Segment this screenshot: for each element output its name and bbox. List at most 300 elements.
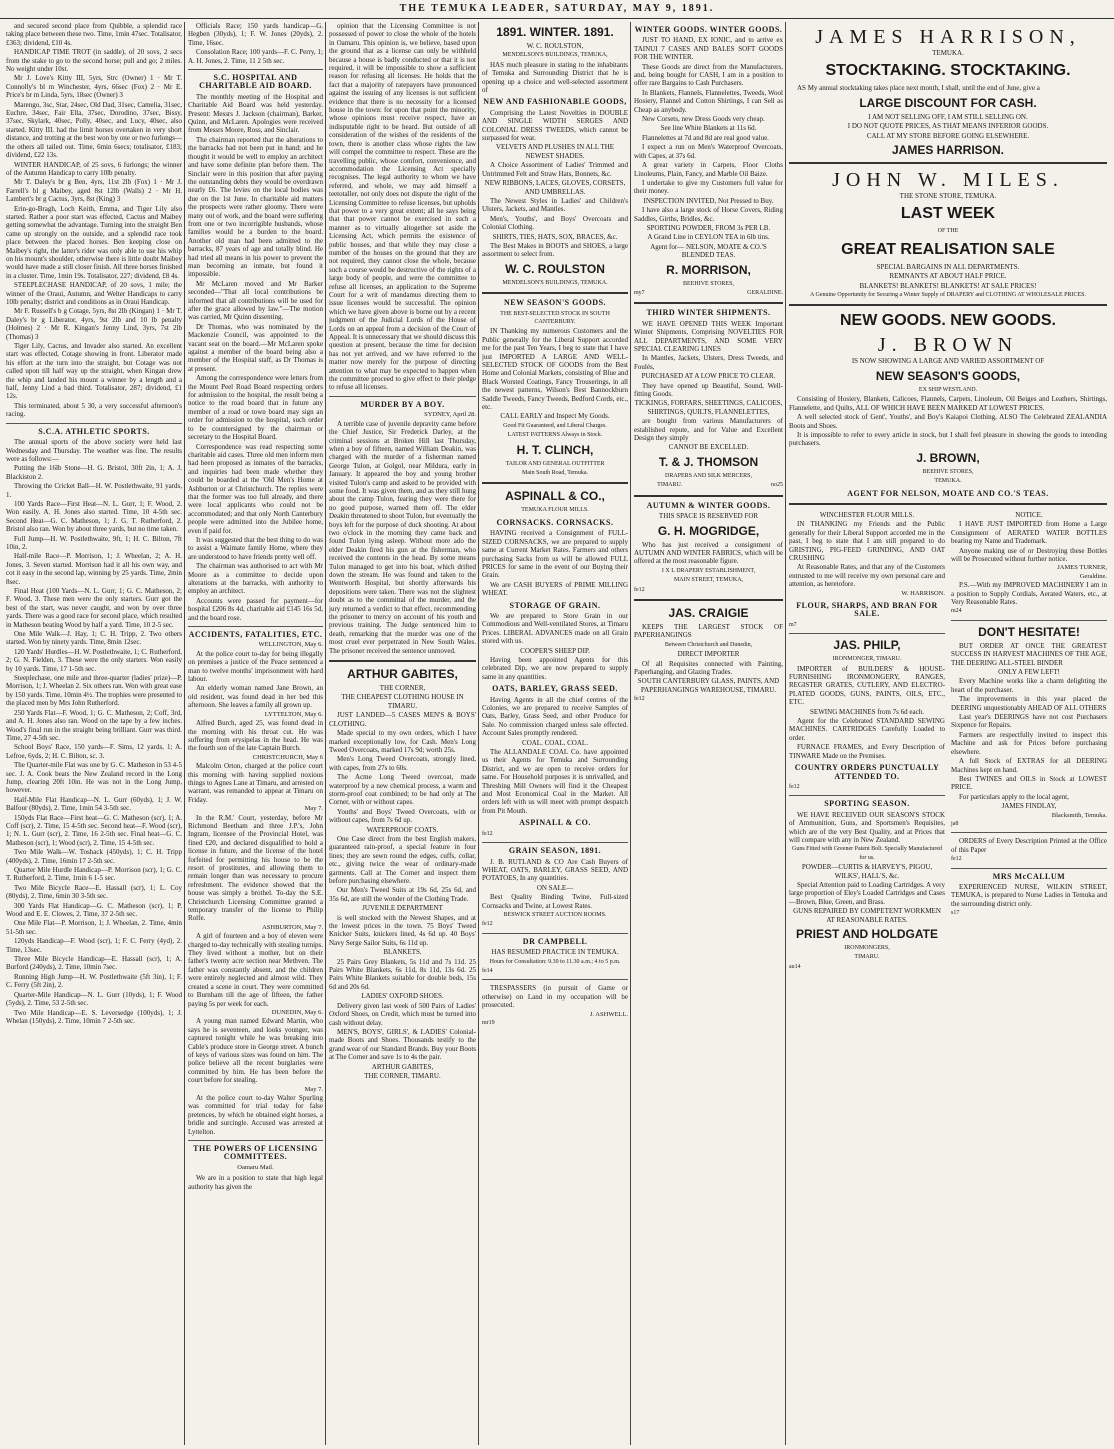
advert-subhead: FLOUR, SHARPS, AND BRAN FOR SALE. — [796, 601, 938, 619]
advert-subhead: BEEHIVE STORES, — [683, 280, 734, 287]
advert-text: Men's, Youths', and Boys' Overcoats and Colonial Clothing. — [482, 214, 628, 232]
advert-text: See line White Blankets at 11s 6d. — [660, 124, 757, 133]
advert-subhead: CALL EARLY and Inspect My Goods. — [500, 412, 610, 421]
column-5 — [634, 22, 783, 1445]
divider — [789, 633, 945, 634]
advert-text: POWDER—CURTIS & HARVEY'S, PIGOU, WILKS', HALL'S, &c. — [801, 863, 933, 880]
article-paragraph: A girl of fourteen and a boy of eleven were charged to-day technically with stealing turnips. They lived without a mother, but on their father's twenty acre section near Methven. The father was constantly absent, and the children were entirely neglected and almost wild. They created a scene in court. They were committed to Burnham till the age of fifteen, the father paying 5s per week for each. — [188, 932, 323, 1008]
column-rule — [785, 22, 786, 1445]
advert-subhead: WATERPROOF COATS. — [366, 825, 439, 834]
article-paragraph: 150yds Flat Race—First heat—G. C. Matheson (scr), 1; A. Coff (scr), 2. Time, 15 4-5th sec. Second heat—F. Wood (scr), 1; N. L. Gurr (scr), 2. Time, 16 2-5th sec. Final heat—G. C. Matheson (scr), 1; Wood (scr), 2. Time, 15 4-5th sec. — [6, 813, 182, 847]
advert-signature: JAMES TURNER, — [1057, 564, 1107, 572]
advert-text: JUST TO HAND, EX IONIC, and to arrive ex TAINUI 7 CASES AND BALES SOFT GOODS FOR THE WINTER. — [634, 36, 783, 62]
advert-headline: WINTER GOODS. WINTER GOODS. — [634, 25, 783, 34]
advert-text: Of all Requisites connected with Painting, Paperhanging, and Glazing Trades. — [634, 659, 783, 676]
article-paragraph: It was suggested that the best thing to do was to assist a Waimate family Home, where they are understood to have friends pretty well off. — [188, 535, 323, 561]
advert-text: 25 Pairs Grey Blankets, 5s 11d and 7s 11d. 25 Pairs White Blankets, 6s 11d, 8s 11d, 13s 6d. 25 Pairs White Blankets suitable for double beds, 15s 6d and 20s 6d. — [329, 957, 476, 991]
advert-text: TRESPASSERS (in pursuit of Game or otherwise) on Land in my occupation will be prosecuted. — [482, 984, 628, 1010]
advert-subhead: CANNOT BE EXCELLED. — [668, 443, 749, 452]
article-paragraph: 300 Yards Flat Handicap—G. C. Matheson (scr), 1; P. Wood and E. E. Clowes, 2. Time, 37 2-5th sec. — [6, 901, 182, 919]
race-entries: Mr J. Love's Kitty III, 5yrs, Strc (Owner) 1 · Mr T. Connolly's bl m Winchester, 4yrs, 66sec (Fox) 2 · Mr E. Price's br m Linda, 5yrs, 18sec (Owner) 3 — [6, 74, 182, 100]
advert-subhead: GREAT REALISATION SALE — [841, 240, 1055, 258]
advert-text: Made special to my own orders, which I have marked exceptionally low, for Cash. Men's Long Tweed Overcoats, marked 17s 9d; worth 25s. — [329, 729, 476, 754]
advert-text: WE HAVE RECEIVED OUR SEASON'S STOCK of Ammunition, Guns, and Sportsmen's Requisites, which are of the very Best Quality, and at Prices that will compare with any in New Zealand. — [789, 810, 945, 844]
advert-code: my7 — [634, 289, 645, 296]
advert-text: Delivery given last week of 500 Pairs of Ladies' Oxford Shoes, on Credit, which must be turned into cash without delay. — [329, 1001, 476, 1027]
advert-subhead: INSPECTION INVITED, Not Pressed to Buy. — [643, 196, 774, 205]
advert-headline: NEW SEASON'S GOODS. — [503, 298, 607, 308]
divider — [482, 482, 628, 484]
divider — [789, 162, 1107, 164]
advert-subhead: OATS, BARLEY, GRASS SEED. — [492, 684, 618, 694]
advert-signature: T. & J. THOMSON — [658, 454, 759, 469]
advert-text: A great variety in Carpets, Floor Cloths Linoleums, Plain, Fancy, and Marble Oil Baize. — [634, 161, 783, 178]
advert-signature: J. BROWN, — [916, 450, 980, 465]
article-paragraph: Running High Jump—H. W. Postlethwaite (5ft 3in), 1; F. C. Ferry (5ft 2in), 2. — [6, 972, 182, 990]
advert-headline: THIRD WINTER SHIPMENTS. — [646, 308, 771, 318]
article-paragraph: Two Mile Walk—W. Toshack (450yds), 1; C. H. Tripp (400yds), 2. Time, 16min 17 2-5th sec. — [6, 848, 182, 865]
advert-text: These Goods are direct from the Manufacturers, and, being bought for CASH, I am in a position to offer rare Bargains to Cash Purchasers. — [634, 62, 783, 88]
advert-subhead: STOCKTAKING. STOCKTAKING. — [825, 62, 1071, 80]
advert-block — [789, 510, 945, 971]
advert-text: I HAVE JUST IMPORTED from Home a Large Consignment of AERATED WATER BOTTLES bearing my Name and Trademark. — [951, 520, 1107, 546]
column-3 — [329, 22, 476, 1445]
advert-signature: W. HARRISON. — [901, 589, 945, 597]
advert-headline: DON'T HESITATE! — [978, 624, 1080, 639]
advert-text: ORDERS of Every Description Printed at the Office of this Paper — [951, 837, 1107, 854]
article-paragraph: School Boys' Race, 150 yards—F. Sims, 12 yards, 1; A. Lefroe, 6yds, 2; H. C. Bilton, sc. 3. — [6, 743, 182, 760]
advert-text: Best Quality Binding Twine, Full-sized Cornsacks and Twine, at Lowest Rates. — [482, 893, 628, 910]
advert-text: EXPERIENCED NURSE, WILKIN STREET, TEMUKA, is prepared to Nurse Ladies in Temuka and the surrounding district only. — [951, 882, 1107, 908]
advert-headline: WINCHESTER FLOUR MILLS. — [819, 510, 915, 519]
advert-address: MAIN STREET, TEMUKA, — [673, 577, 744, 584]
article-headline: S.C. HOSPITAL AND CHARITABLE AID BOARD. — [199, 73, 312, 91]
article-paragraph: One Mile Walk—J. Hay, 1; C. H. Tripp, 2. Two others started. Won by ninety yards. Time, 8min 12sec. — [6, 630, 182, 647]
advert-subhead: LADIES' OXFORD SHOES. — [361, 992, 444, 1001]
advert-headline: 1891. WINTER. 1891. — [496, 25, 614, 39]
divider — [634, 495, 783, 497]
article-headline: THE POWERS OF LICENSING COMMITTEES. — [193, 1144, 318, 1162]
advert-text: Last year's DEERINGS have not cost Purchasers Sixpence for Repairs. — [951, 713, 1107, 730]
advert-text: The Best Makes in BOOTS and SHOES, a large assortment to select from. — [482, 241, 628, 259]
column-rule — [478, 22, 479, 1445]
advert-address: TEMUKA. — [932, 49, 964, 57]
advert-text: It is impossible to refer to every article in stock, but I shall feel pleasure in showing the goods to intending purchasers. — [789, 430, 1107, 448]
article-paragraph: Putting the 16lb Stone—H. G. Bristol, 30ft 2in, 1; A. J. Blackiston 2. — [6, 464, 182, 481]
advert-subhead: LAST WEEK — [900, 205, 996, 223]
article-paragraph: Steeplechase, one mile and three-quarter (ladies' prize)—P. Morrison, 1; J. Wheelan 2. Six others ran. Won with great ease by 150 yards. Time, 10min 4½. The trophies were presented to the placed men by Mrs John Rutherford. — [6, 674, 182, 708]
article-paragraph: Correspondence was read respecting some charitable aid cases. Three old men inform men had been proposed as inmates of the barracks, and inquiries had been made whether they could be boarded at the 'Old Men's Home at Ashburton or at Christchurch. The replies were that the former was too full already, and there were local applicants who could not be accommodated; and that only North Canterbury people were admitted into the Jubilee home, even if paid for. — [188, 442, 323, 535]
article-paragraph: Marengo, 3sc, Star, 24sec, Old Dad, 31sec, Camelia, 31sec, Euchre, 34sec, Fair Ella, 37sec, Dorodino, 37sec, Bissy, 37sec, Skylark, 40sec, Polly, 40sec, and Lucy, 40sec, also started. Kitty III. had the limit horses overtaken in very short distance, and trotting at the best won by one or two furlongs—the others all tailed out. Time, 6min 6secs; totalisator, £183; dividend, £22 13s. — [6, 100, 182, 160]
advert-text: REMNANTS AT ABOUT HALF PRICE. — [889, 272, 1007, 281]
advert-text: MEN'S, BOYS', GIRLS', & LADIES' Colonial-made Boots and Shoes. Thousands testify to the grand wear of our Standard Brands. Buy your Boots at The Corner and save 1s to 4s the pair. — [329, 1027, 476, 1062]
advert-text: I AM NOT SELLING OFF, I AM STILL SELLING ON. — [868, 112, 1028, 121]
article-paragraph: At the police court to-day Walter Spurling was committed for trial today for false pretences, by which he obtained eight horses, a bridle and surcingle. Accused was arrested at Lyttelton. — [188, 1093, 323, 1136]
advert-text: SPORTING POWDER, FROM 3s PER LB. — [646, 223, 771, 232]
advert-text: I DO NOT QUOTE PRICES, AS THAT MEANS INFERIOR GOODS. — [847, 122, 1049, 131]
advert-code: m7 — [789, 621, 797, 628]
advert-text: HAVING received a Consignment of FULL-SIZED CORNSACKS, we are prepared to supply same at Current Market Rates. Farmers and others purchasing Sacks from us will be allowed FULL PRICES for same in the event of our Buying their Grain. — [482, 529, 628, 580]
advert-code: s17 — [951, 910, 960, 917]
divider — [789, 304, 1107, 306]
article-paragraph: The chairman reported that the alterations to the barracks had not been put in hand; and he thought it would be well to employ an architect and have some definite plan before them. The Sinclair were in this position that after paying the outstanding debts they would be overdrawn nearly £6. The levies on the local bodies was due on the 1st June. In charitable aid matters the prospects were rather gloomy. There were many out of work, and the board were suffering from one or two incorrigible husbands, whose families would be a burden to the board. Another old man had been admitted to the barracks, 87 years of age and totally blind. He had tried all means in his power to prevent the man becoming an inmate, but found it impossible. — [188, 135, 323, 279]
advert-text: Guns Fitted with Greener Patent Bolt. Specially Manufactured for us. — [792, 846, 942, 861]
divider — [188, 69, 323, 70]
advert-text: is well stocked with the Newest Shapes, and at the lowest prices in the town. 75 Boys' Tweed Knicker Suits, knickers lined, 4s 6d up. 40 Boys' Navy Serge Sailor Suits, 6s 11d up. — [329, 913, 476, 947]
advert-text: In Blankets, Flannels, Flannelettes, Tweeds, Wool Hosiery, Flannel and Cotton Shirtings, I can Sell as Cheap as anybody. — [634, 88, 783, 114]
divider — [634, 599, 783, 601]
advert-headline: NEW GOODS. NEW GOODS. — [839, 312, 1056, 330]
advert-code: fe12 — [482, 830, 493, 837]
column-1 — [6, 22, 182, 1445]
advert-signature: JAMES HARRISON. — [891, 143, 1004, 158]
article-paragraph: 250 Yards Flat—F. Wood, 1; G. C. Matheson, 2; Coff, 3rd, and A. H. Jones also ran. Wood on the tape by a few inches. Wood's final run in the straight being brilliant. Gurr was third. Time, 27 4-5th sec. — [6, 708, 182, 742]
advert-text: WE HAVE OPENED THIS WEEK Important Winter Shipments, Comprising NOVELTIES FOR ALL DEPARTMENTS, AND SOME VERY SPECIAL CLEARING LINES — [634, 319, 783, 353]
article-paragraph: Half-mile Race—P. Morrison, 1; J. Wheelan, 2; A. H. Jones, 3. Seven started. Morrison had it all his own way, and cot it easy in the second lap, winning by 25 yards. Time, 2min 8sec. — [6, 552, 182, 586]
advert-subhead: TEMUKA FLOUR MILLS. — [521, 507, 589, 514]
advert-text: Special Attention paid to Loading Cartridges. A very large proportion of Eley's Loaded Cartridges and Cases—Brown, Blue, Green, and Brass. — [789, 880, 945, 906]
advert-signature: ARTHUR GABITES, — [371, 1062, 434, 1071]
advert-headline: DR CAMPBELL — [522, 936, 588, 946]
article-paragraph: Consolation Race; 100 yards—F. C. Perry, 1; A. H. Jones, 2. Time, 11 2 5th sec. — [188, 48, 323, 65]
advert-headline: ARTHUR GABITES, — [347, 667, 458, 682]
advert-row — [789, 510, 1107, 971]
advert-code: m24 — [951, 608, 962, 615]
advert-subhead: ON SALE— — [536, 883, 574, 892]
advert-code: fe12 — [951, 856, 962, 863]
advert-signature: W. C. ROULSTON — [505, 261, 605, 276]
article-paragraph: Mr McLaren moved and Mr Barker seconded—"That all local contributions be informed that all contributions will be used for after the grace allowed by law."—The motion was carried, Mr Quinn dissenting. — [188, 279, 323, 322]
advert-code: no25 — [771, 482, 783, 489]
dateline: May 7. — [304, 805, 323, 813]
advert-text: At Reasonable Rates, and that any of the Customers entrusted to me will receive my own personal care and attention, as heretofore. — [789, 563, 945, 589]
advert-text: A Grand Line in CEYLON TEA in 6lb tins. — [647, 233, 770, 242]
advert-headline: NOTICE. — [1015, 510, 1043, 519]
divider — [951, 620, 1107, 621]
advert-text: Between Christchurch and Dunedin, — [664, 641, 753, 648]
article-paragraph: The annual sports of the above society were held last Wednesday and Thursday. The weather was fine. The results were as follows:— — [6, 438, 182, 463]
article-paragraph: An elderly woman named Jane Brown, an old resident, was found dead in her bed this afternoon. She leaves a family all grown up. — [188, 684, 323, 710]
article-paragraph: The monthly meeting of the Hospital and Charitable Aid Board was held yesterday. Present: Messrs J. Jackson (chairman), Barker, Quinn, and McLaren. Apologies were received from Messrs Moore, Ross, and Sinclair. — [188, 92, 323, 135]
article-paragraph: 100 Yards Race—First Heat—N. L. Gurr, 1; F. Wood, 2. Won easily. A. H. Jones also started. Time, 10 4-5th sec. Second Heat—G. C. Matheson, 1; J. G. T. Rutherford, 2. Bristol also ran. Won by about three yards, but no time taken. — [6, 499, 182, 534]
advert-text: In Mantles, Jackets, Ulsters, Dress Tweeds, and Foulés, — [634, 354, 783, 371]
article-paragraph: Erin-go-Bragh, Loch Keith, Emma, and Tiger Lily also started. Rather a poor start was effected, Cactus and Maibey getting somewhat the advantage. Turning into the straight Ben came up strongly on the outside, and a splendid race took place between the placed horses. Ben keeping close on Maibey's right, the latter's rider was only able to use his whip on his mount's shoulder, otherwise there is little doubt Maibey would have made a still closer finish. All three horses finished in a cluster. Time, 1min 19s. Totalisator, 227; dividend, £8 4s. — [6, 204, 182, 280]
advert-text: Flannelettes at 7d and 8d are real good value. — [642, 133, 769, 142]
article-paragraph: The chairman was authorised to act with Mr Moore as a committee to decide upon alterations at the barracks, with authority to employ an architect. — [188, 562, 323, 596]
advert-subhead: THE BEST-SELECTED STOCK IN SOUTH CANTERBURY. — [500, 310, 610, 325]
article-paragraph: 120yds Handicap—F. Wood (scr), 1; F. C. Ferry (4yd), 2. Time, 13sec. — [6, 937, 182, 954]
advert-text: P.S.—With my IMPROVED MACHINERY I am in a position to Supply Cordials, Aerated Waters, etc., at Very Reasonable Rates. — [951, 581, 1107, 606]
dateline: ASHBURTON, May 7. — [262, 923, 323, 931]
advert-code: fe12 — [634, 586, 645, 593]
advert-text: JUST LANDED—5 CASES MEN'S & BOYS' CLOTHING. — [329, 711, 476, 728]
advert-headline: JAS. CRAIGIE — [668, 605, 749, 620]
article-paragraph: Tiger Lily, Cactus, and Invader also started. An excellent start was effected, Cotage showing in front. Liberator made his effort at the turn into the straight, but Cotage was not called upon till half way up the straight, when Kingan drew the whip and landed his mount a winner by a length and a half, Jenny Lind a bad third. Totalisator, 287; dividend, £1 12s. — [6, 342, 182, 401]
advert-address: Blacksmith, Temuka. — [1051, 811, 1107, 819]
advert-subhead: COOPER'S SHEEP DIP. — [520, 646, 590, 655]
advert-subhead: ONLY A FEW LEFT! — [998, 668, 1060, 677]
article-paragraph: Half-Mile Flat Handicap—N. L. Gurr (60yds), 1; J. W. Balfour (80yds), 2. Time, 1min 54 3-5th sec. — [6, 795, 182, 813]
advert-subhead: DIRECT IMPORTER — [677, 650, 740, 659]
article-headline: MURDER BY A BOY. — [360, 399, 445, 409]
advert-code: fe14 — [482, 967, 493, 974]
advert-text: FURNACE FRAMES, and Every Description of TINWARE Made on the Premises. — [789, 743, 945, 760]
dateline: May 7. — [304, 1085, 323, 1093]
divider — [482, 933, 628, 934]
advert-headline: JAMES HARRISON, — [815, 26, 1081, 48]
article-paragraph: Dr Thomas, who was nominated by the Mackenzie Council, was appointed to the vacant seat on the board.—Mr McLaren spoke against a member of the board being also a member of the Hospital staff, as Dr Thomas is at present. — [188, 322, 323, 373]
advert-address: TIMARU. — [854, 954, 880, 961]
advert-subhead: STORAGE OF GRAIN. — [509, 600, 601, 610]
advert-subhead: THE CORNER, — [379, 684, 426, 693]
advert-text: SEWING MACHINES from 7s 6d each. — [810, 707, 924, 716]
divider — [482, 842, 628, 843]
article-headline: ACCIDENTS, FATALITIES, ETC. — [188, 630, 323, 640]
advert-text: BUT ORDER AT ONCE THE GREATEST SUCCESS IN HARVEST MACHINES OF THE AGE, THE DEERING ALL-STEEL BINDER — [951, 641, 1107, 667]
advert-signature: PRIEST AND HOLDGATE — [795, 927, 938, 941]
advert-block — [951, 510, 1107, 971]
divider — [951, 832, 1107, 833]
advert-text: One Case direct from the best English makers, guaranteed rain-proof, a special feature in four lines; they are sewn round the edges, cuffs, collar, etc., giving twice the wear of ordinary-made garments. Call at The Corner and inspect them before purchasing elsewhere. — [329, 834, 476, 885]
column-4 — [482, 22, 628, 1445]
advert-subhead: BEEHIVE STORES, — [922, 468, 974, 475]
advert-text: Agent for the Celebrated STANDARD SEWING MACHINES. CARTRIDGES Carefully Loaded to order. — [789, 717, 945, 742]
advert-text: Consisting of Hosiery, Blankets, Calicoes, Flannels, Carpets, Linoleum, Oil Beiges and Leathers, Shirtings, Flannelette, and Quilts, ALL OF WHICH HAVE BEEN MARKED AT LOWEST PRICES. — [789, 395, 1107, 412]
advert-text: The ALLANDALE COAL Co. have appointed us their Agents for Temuka and Surrounding District, and we are open to receive orders for same. For Household purposes it is unrivalled, and Threshing Mill Owners will find it the Cheapest and Most Economical Coal in the Market. All orders left with us will meet with prompt despatch from Pit Mouth. — [482, 748, 628, 815]
advert-address: Geraldine. — [1079, 572, 1107, 580]
advert-text: SPECIAL BARGAINS IN ALL DEPARTMENTS. — [876, 262, 1020, 271]
advert-code: mr19 — [482, 1020, 495, 1026]
advert-text: Who has just received a consignment of AUTUMN AND WINTER FABRICS, which will be offered at the most reasonable figure. — [634, 540, 783, 566]
article-paragraph: Full Jump—H. W. Postlethwaite, 9ft, 1; H. C. Bilton, 7ft 10in, 2. — [6, 534, 182, 551]
dateline: CHRISTCHURCH, May 6 — [252, 753, 323, 761]
advert-headline: ASPINALL & CO., — [505, 489, 605, 504]
article-paragraph: At the police court to-day for being illegally on premises a justice of the Peace sentenced a man to twelve months' imprisonment with hard labour. — [188, 649, 323, 684]
advert-subhead: AGENT FOR NELSON, MOATE AND CO.'S TEAS. — [847, 488, 1049, 498]
advert-text: THIS SPACE IS RESERVED FOR — [658, 512, 759, 521]
advert-text: The improvements in this year placed the DEERING unquestionably AHEAD OF ALL OTHERS — [951, 695, 1107, 712]
advert-text: CALL AT MY STORE BEFORE GOING ELSEWHERE. — [866, 131, 1030, 140]
advert-subhead: TAILOR AND GENERAL OUTFITTER — [505, 460, 605, 467]
advert-subhead: SHIRTS, TIES, HATS, SOX, BRACES, &c. — [492, 232, 618, 241]
advert-code: fe12 — [482, 921, 493, 928]
advert-text: IMPORTER of BUILDERS' & HOUSE-FURNISHING IRONMONGERY, RANGES, REGISTER GRATES, CUTLERY, AND ELECTRO-PLATED GOODS, GUNS, PAINTS, OILS, ETC., ETC. — [789, 664, 945, 707]
advert-text: Anyone making use of or Destroying these Bottles will be Prosecuted without further notice. — [951, 546, 1107, 563]
advert-signature: JAMES FINDLAY, — [1001, 802, 1057, 811]
advert-headline: JOHN W. MILES. — [832, 169, 1064, 192]
article-paragraph: In the R.M.' Court, yesterday, before Mr Richmond Beetham and three J.P.'s, John Ingram, licensee of the Provincial Hotel, was fined £20, and declared disqualified to hold a license in future, and the license of the hotel forfeited for permitting his house to be the resort of prostitutes, and allowing them to remain longer than was necessary to procure refreshment. The evidence showed that the house was simply a brothel. To-day the S.E. Christchurch Licensing Committee granted a temporary transfer of the license to Philip Rolfe. — [188, 813, 323, 923]
advert-subhead: DRAPERS AND SILK MERCERS, — [664, 472, 753, 479]
race-entries: Mr F. Russell's b g Cotage, 5yrs, 8st 2lb (Kingan) 1 · Mr T. Daley's br g Liberator, 4yrs, 9st 2lb and 10 lb penalty (Holmes) 2 · Mr R. Kingan's Jenny Lind, 3yrs, 7st 2lb (Thomas) 3 — [6, 307, 182, 341]
advert-subhead: W. C. ROULSTON, — [526, 42, 584, 50]
advert-subhead: COAL. COAL. COAL. — [522, 738, 588, 747]
advert-text: J. B. RUTLAND & CO Are Cash Buyers of WHEAT, OATS, BARLEY, GRASS SEED, AND POTATOES, In any quantities. — [482, 857, 628, 883]
advert-subhead: TICKINGS, FORFARS, SHEETINGS, CALICOES, SHIRTINGS, QUILTS, FLANNELETTES, — [634, 399, 783, 416]
divider — [482, 979, 628, 980]
advert-address: BESWICK STREET AUCTION ROOMS. — [503, 911, 607, 918]
advert-text: IN THANKING my Friends and the Public generally for their Liberal Support accorded me in the past, I beg to state that I am still prepared to do GRISTING, PIG-FEED GRINDING, AND OAT CRUSHING — [789, 520, 945, 562]
advert-text: I expect a run on Men's Waterproof Overcoats, with Capes, at 37s 6d. — [634, 143, 783, 160]
advert-subhead: THE STONE STORE, TEMUKA. — [899, 192, 997, 201]
advert-text: are bought from various Manufacturers of established repute, and for Value and Excellent Design they simply — [634, 417, 783, 443]
advert-address: MENDELSON'S BUILDINGS, TEMUKA, — [502, 52, 608, 59]
article-source: Oamaru Mail. — [237, 1163, 274, 1171]
article-paragraph: Alfred Burch, aged 25, was found dead in the morning with his throat cut. He was suffering from erysipelas in the head. He was the fourth son of the late Captain Burch. — [188, 719, 323, 753]
advert-subhead: COUNTRY ORDERS PUNCTUALLY ATTENDED TO. — [794, 763, 940, 781]
article-paragraph: A terrible case of juvenile depravity came before the Chief Justice, Sir Frederick Darley, at the criminal sessions at Broken Hill last Thursday, when a boy of fifteen, named William Deakin, was charged with the murder of a fisherman named George Tulon, at Golgol, near Mildura, early in January. It appeared the boy and young brother visited Tulon's camp and asked to be provided with some food. It was given them, and as they still hung about the camp Tulon, fearing they were there for no good purpose, warned them off. The elder Deakin threatened to shoot Tulon, but eventually the boys left for the purpose of duck shooting. At about two o'clock in the morning they came back and found Tulon lying asleep. Without more ado the elder Deakin fired his gun at the fisherman, who received the contents in the head. By some means Tulon managed to get into his boat, which drifted down the stream. He was found and taken to the Wentworth Hospital, but shortly afterwards his depositions were taken. There was not the slightest doubt as to the committal of the murder, and the jury returned a verdict to that effect, recommending the prisoner to mercy on account of his youth and previous training. The Judge sentenced him to death, remarking that the murder was one of the most cruel ever perpetrated in New South Wales. The prisoner received the sentence unmoved. — [329, 419, 476, 655]
advert-text: EX SHIP WESTLAND. — [918, 386, 978, 393]
article-headline: S.C.A. ATHLETIC SPORTS. — [38, 426, 150, 436]
advert-text: I have also a large stock of Horse Covers, Riding Saddles, Girths, Bridles, &c. — [634, 206, 783, 223]
advert-code: au14 — [789, 963, 801, 970]
advert-text: Hours for Consultation: 9.30 to 11.30 a.m.; 4 to 5 p.m. — [489, 958, 621, 965]
race-entries: Mr T. Daley's br g Ben, 4yrs, 11st 2lb (Fox) 1 · Mr J. Farrell's bl g Maibey, aged 8st 12lb (Walls) 2 · Mr H. Lambert's br g Cactus, 3yrs, 8st (King) 3 — [6, 178, 182, 204]
advert-text: New Corsets, new Dress Goods very cheap. — [642, 115, 765, 124]
advert-text: KEEPS THE LARGEST STOCK OF PAPERHANGINGS — [634, 622, 783, 640]
article-paragraph: and secured second place from Quibble, a splendid race taking place between these two. Time, 1min 47sec. Totalisator, £363; dividend, £10 4s. — [6, 22, 182, 47]
article-paragraph: Officials Race; 150 yards handicap—G. Hegben (30yds), 1; F. W. Jones (20yds), 2. Time, 16sec. — [188, 22, 323, 47]
advert-text: We are CASH BUYERS of PRIME MILLING WHEAT. — [482, 580, 628, 598]
advert-text: Every Machine works like a charm delighting the heart of the purchaser. — [951, 677, 1107, 694]
advert-text: A full Stock of EXTRAS for all DEERING Machines kept on hand. — [951, 757, 1107, 774]
advert-subhead: IRONMONGERS, — [844, 945, 890, 951]
advert-text: Best TWINES and OILS in Stock at LOWEST PRICE. — [951, 774, 1107, 792]
masthead: THE TEMUKA LEADER, SATURDAY, MAY 9, 1891. — [0, 0, 1114, 19]
advert-subhead: SOUTH CANTERBURY GLASS, PAINTS, AND PAPERHANGINGS WAREHOUSE, TIMARU. — [637, 677, 780, 694]
advert-subhead: LARGE DISCOUNT FOR CASH. — [859, 95, 1037, 110]
advert-address: TEMUKA. — [934, 478, 962, 485]
advert-address: Main South Road, Temuka. — [522, 470, 588, 477]
advert-footer — [634, 481, 783, 489]
advert-signature: H. T. CLINCH, — [516, 442, 594, 457]
article-paragraph: We are in a position to state that high legal authority has given the — [188, 1174, 323, 1191]
advert-text: Youths' and Boys' Tweed Overcoats, with or without capes, from 7s 6d up. — [329, 807, 476, 825]
article-paragraph: A young man named Edward Martin, who says he is seventeen, and looks younger, was captured tonight while he was breaking into Cable's produce store in George street. A bunch of keys of various sizes was found on him. The police believe all the recent burglaries were committed by him. He has been before the court before for stealing. — [188, 1017, 323, 1085]
divider — [789, 795, 945, 796]
divider — [482, 292, 628, 294]
advert-text: AS My annual stocktaking takes place next month, I shall, until the end of June, give a — [797, 84, 1040, 93]
advert-headline: JAS. PHILP, — [833, 638, 901, 653]
advert-text: I undertake to give my Customers full value for their money. — [634, 178, 783, 196]
advert-headline: SPORTING SEASON. — [824, 799, 910, 809]
advert-text: We are prepared to Store Grain in our Commodious and Well-ventilated Stores, at Timaru Prices. LIBERAL ADVANCES made on all Grain stored with us. — [482, 611, 628, 646]
article-paragraph: This terminated, about 5 30, a very successful afternoon's racing. — [6, 401, 182, 419]
article-paragraph: opinion that the Licensing Committee is not possessed of power to close the whole of the hotels in Oamaru. This opinion is, we believe, based upon the ground that as a license can only be withheld because a house is badly conducted or that it is not required, it will be impossible to show a sufficient reason for refusing all licenses. He holds that the fact that a majority of ratepayers have pronounced against the issuing of any licenses is not sufficient evidence that there is no necessity for a licensed house in the town: for upon that point the minority, whose opinions must receive respect, have an indisputable right to be heard. But outside of all consideration of the wishes of the residents of the town, there is another class whose rights the law will compel the committee to respect. These are the travelling public, whose comfort, convenience, and accommodation the Licensing Act specially recognises. The legal authority to whom we have referred, and whole, we may add himself a teetotaller, not only does not dispute the right of the Licensing Committee to refuse licenses, but upholds that power to a very great extent; all he says being that that power cannot be exercised in such a manner as to virtually altogether set aside the Licensing Act, which permits the existence of public houses, and that while they may close a number of the houses on the ground that they are not required, they cannot close the whole, because such a course would be destructive of the rights of a large body of people, and were the committee to refuse all licenses, an application to the Supreme Court for a writ of mandamus directing them to issue licenses would be successful. The opinion which we have given above is borne out by a recent judgment of the Judicial Lords of the House of Lords on an appeal from a decision of the Court of Appeal. It is unnecessary that we should discuss this question at present, because the time for decision has not yet arrived, and we have referred to the matter now merely for the purpose of directing attention to what may be expected to happen when the committee proceed to give effect to their pledge to refuse all licenses. — [329, 22, 476, 392]
article-paragraph: STEEPLECHASE HANDICAP, of 20 sovs, 1 mile; the winner of the Oraui, Autumn, and Welter Handicaps to carry 10lb penalty; district and conditions as in Oraui Handicap. — [6, 281, 182, 306]
advert-text: A Choice Assortment of Ladies' Trimmed and Untrimmed Felt and Straw Hats, Bonnets, &c. — [482, 161, 628, 178]
divider — [789, 503, 1107, 505]
divider — [329, 396, 476, 397]
article-paragraph: Quarter Mile Hurdle Handicap—P. Morrison (scr), 1; G. C. T. Rutherford, 2. Time, 1min 6 1-5 sec. — [6, 866, 182, 883]
column-rule — [630, 22, 631, 1445]
column-2 — [188, 22, 323, 1445]
divider — [951, 868, 1107, 869]
divider — [329, 660, 476, 662]
article-paragraph: 120 Yards' Hurdles—H. W. Postlethwaite, 1; C. Rutherford, 2; G. N. Fielden, 3. These were the only starters. Won easily by 10 yards. Time, 17 1-5th sec. — [6, 647, 182, 673]
divider — [6, 423, 182, 424]
advert-signature: THE CORNER, TIMARU. — [364, 1071, 441, 1080]
advert-footer — [634, 289, 783, 297]
advert-subhead: GUNS REPAIRED BY COMPETENT WORKMEN AT REASONABLE RATES. — [793, 907, 941, 924]
advert-text: Having been appointed Agents for this celebrated Dip, we are now prepared to supply same in any quantities. — [482, 655, 628, 681]
advert-subhead: VELVETS AND PLUSHES IN ALL THE NEWEST SHADES. — [495, 143, 615, 160]
advert-text: Good Fit Guaranteed, and Liberal Charges. — [503, 422, 607, 429]
advert-address: TIMARU. — [657, 482, 683, 489]
advert-code: fe12 — [789, 783, 800, 790]
advert-text: Having Agents in all the chief centres of the Colonies, we are prepared to receive Samples of Oats, Barley, Grass Seed, and other Produce for Sale. No commission charged unless sale effected. Account Sales promptly rendered. — [482, 695, 628, 738]
article-paragraph: Malcolm Orton, charged at the police court this morning with having supplied noxious things to Agnes Lane at Timaru, and arrested on warrant, was remanded to appear at Timaru on Friday. — [188, 762, 323, 804]
advert-subhead: J. BROWN — [877, 334, 1019, 357]
advert-code: ja8 — [951, 820, 959, 827]
advert-subhead: BLANKETS. — [383, 948, 422, 957]
advert-text: A Genuine Opportunity for Securing a Winter Supply of DRAPERY and CLOTHING AT WHOLESALE PRICES. — [809, 292, 1087, 299]
article-paragraph: One Mile Flat—P. Morrison, 1; J. Wheelan, 2. Time, 4min 51-5th sec. — [6, 919, 182, 936]
advert-text: LATEST PATTERNS Always in Stock. — [507, 432, 603, 439]
advert-subhead: PURCHASED AT A LOW PRICE TO CLEAR. — [641, 372, 776, 381]
divider — [634, 302, 783, 304]
advert-headline: AUTUMN & WINTER GOODS. — [646, 500, 771, 510]
dateline: LYTTELTON, May 6. — [264, 710, 323, 718]
article-paragraph: Among the correspondence were letters from the Mount Peel Road Board respecting orders for admission to the hospital, the result being a notice to the road board that in future any member of a road or town board may sign an order for admission to the hospital, such order to be countersigned by the chairman or secretary to the Hospital Board. — [188, 374, 323, 442]
article-paragraph: Throwing the Cricket Ball—H. W. Postlethwaite, 91 yards, 1. — [6, 482, 182, 499]
article-paragraph: The Quarter-mile Flat was one by G. C. Matheson in 53 4-5 sec. J. A. Cook beats the New Zealand record in the Long Jump, clearing 20ft 10in. He was not in the Long Jump, however. — [6, 761, 182, 795]
advert-subhead: I X L DRAPERY ESTABLISHMENT, — [661, 567, 756, 574]
column-rule — [184, 22, 185, 1445]
advert-text: They have opened up Beautiful, Sound, Well-fitting Goods. — [634, 381, 783, 399]
advert-signature: R. MORRISON, — [666, 262, 751, 277]
advert-text: Farmers are respectfully invited to inspect this Machine and ask for Prices before purchasing elsewhere. — [951, 730, 1107, 756]
advert-text: The Acme Long Tweed overcoat, made waterproof by a new chemical process, a warm and storm-proof coat combined; to be had only at The Corner, with or without capes. — [329, 773, 476, 807]
dateline: SYDNEY, April 28. — [424, 411, 476, 419]
advert-text: OF THE — [937, 228, 959, 235]
column-6 — [789, 22, 1107, 1445]
column-rule — [325, 22, 326, 1445]
advert-headline: MRS McCALLUM — [992, 871, 1066, 881]
advert-subhead: IRONMONGER, TIMARU. — [832, 656, 902, 663]
advert-address: MENDELSON'S BUILDINGS, TEMUKA. — [502, 279, 608, 286]
article-paragraph: Accounts were passed for payment—for hospital £206 8s 4d, charitable aid £145 16s 5d, and the board rose. — [188, 596, 323, 622]
advert-text: Comprising the Latest Novelties in DOUBLE AND SINGLE WIDTH SERGES AND COLONIAL DRESS TWEEDS, which cannot be surpassed for wear. — [482, 108, 628, 143]
advert-subhead: NEW SEASON'S GOODS, — [875, 368, 1021, 383]
advert-text: HAS much pleasure in stating to the inhabitants of Temuka and Surrounding District that he is opening up a choice and well-selected assortment of — [482, 60, 628, 95]
article-paragraph: Two Mile Bicycle Race—E. Hassall (scr), 1; L. Coy (80yds), 2. Time, 6min 30 3-5th sec. — [6, 883, 182, 901]
article-paragraph: Final Heat (100 Yards—N. L. Gurr, 1; G. C. Matheson, 2; F. Wood, 3. These men were the only starters. Gurr got the best of the start, was never caught, and won by over three yards. There was a good race for second place, which resulted in Matheson beating Wood by half a yard. Time, 10 2-5 sec. — [6, 587, 182, 629]
advert-text: Our Men's Tweed Suits at 19s 6d, 25s 6d, and 35s 6d, are still the wonder of the Clothing Trade. — [329, 886, 476, 903]
advert-text: The Newest Styles in Ladies' and Children's Ulsters, Jackets, and Mantles. — [482, 196, 628, 214]
advert-signature: G. H. MOGRIDGE, — [657, 523, 760, 538]
advert-text: A well selected stock of Gent', Youths', and Boy's Kaiapoi Clothing, ALSO The Celebrated ZEALANDIA Boots and Shoes. — [789, 413, 1107, 430]
article-paragraph: Quarter-Mile Handicap—N. L. Gurr (10yds), 1; F. Wood (5yds), 2. Time, 53 2-5th sec. — [6, 990, 182, 1008]
advert-text: IS NOW SHOWING A LARGE AND VARIED ASSORTMENT OF — [851, 357, 1045, 366]
advert-text: BLANKETS! BLANKETS! BLANKETS! AT SALE PRICES! — [859, 281, 1037, 290]
article-paragraph: HANDICAP TIME TROT (in saddle), of 20 sovs, 2 secs from the stake to go to the second horse; pull and go; 2 miles. No weight under 10st. — [6, 48, 182, 74]
dateline: DUNEDIN, May 6. — [271, 1008, 323, 1016]
article-paragraph: Two Mile Handicap—E. S. Leversedge (100yds), 1; J. Whelan (150yds), 2. Time, 10min 7 2-5th sec. — [6, 1008, 182, 1025]
advert-headline: GRAIN SEASON, 1891. — [508, 846, 602, 856]
advert-text: Men's Long Tweed Overcoats, strongly lined, with capes, from 27s to 60s. — [329, 755, 476, 772]
advert-signature: J. ASHWELL. — [589, 1010, 628, 1018]
advert-subhead: NEW RIBBONS, LACES, GLOVES, CORSETS, AND UMBRELLAS. — [484, 179, 626, 196]
advert-text: IN Thanking my numerous Customers and the Public generally for the Liberal Support accorded me for the past Ten Years, I beg to state that I have just IMPORTED A LARGE AND WELL-SELECTED STOCK OF GOODS from the Best Home and Colonial Markets, consisting of Blue and Black Worsted Coatings, Fancy Trouserings, in all the newest patterns, Wilson's Best Bannockburn Saddle Tweeds, Fancy Tweeds, Bedford Cords, etc., etc. — [482, 327, 628, 412]
advert-subhead: THE CHEAPEST CLOTHING HOUSE IN TIMARU. — [341, 693, 464, 710]
divider — [188, 626, 323, 627]
advert-text: HAS RESUMED PRACTICE IN TEMUKA. — [491, 948, 619, 957]
advert-subhead: JUVENILE DEPARTMENT — [362, 904, 443, 913]
advert-address: GERALDINE. — [747, 289, 783, 296]
advert-subhead: NEW AND FASHIONABLE GOODS, — [483, 97, 627, 107]
advert-subhead: CORNSACKS. CORNSACKS. — [496, 517, 614, 527]
dateline: WELLINGTON, May 6. — [258, 641, 323, 649]
